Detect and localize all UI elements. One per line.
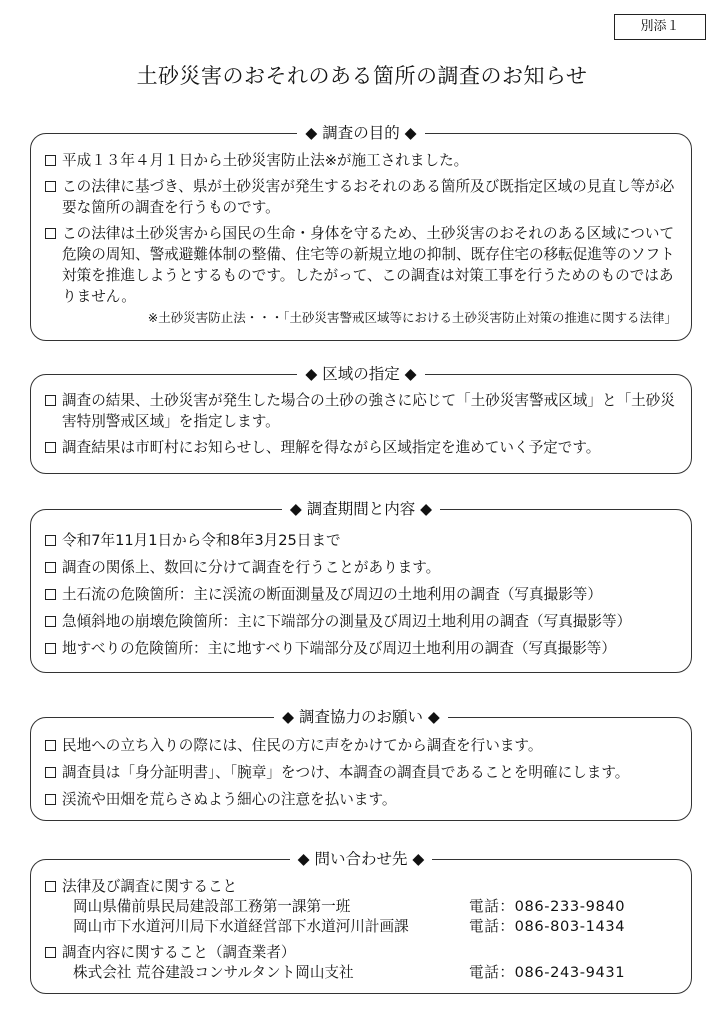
- list-item: 調査の関係上、数回に分けて調査を行うことがあります。: [45, 557, 679, 578]
- contact-org: 岡山県備前県民局建設部工務第一課第一班: [73, 898, 351, 915]
- attachment-label: 別添１: [614, 14, 706, 40]
- list-item: 地すべりの危険箇所：主に地すべり下端部分及び周辺土地利用の調査（写真撮影等）: [45, 638, 679, 659]
- checkbox-icon: [45, 562, 56, 573]
- contact-phone: 電話：086-803-1434: [469, 918, 626, 935]
- designation-section: [30, 365, 692, 474]
- cooperation-heading: ◆ 調査協力のお願い ◆: [31, 707, 691, 727]
- checkbox-icon: [45, 794, 56, 805]
- checkbox-icon: [45, 616, 56, 627]
- list-item: 民地への立ち入りの際には、住民の方に声をかけてから調査を行います。: [45, 735, 679, 756]
- contact-row: [45, 897, 679, 917]
- purpose-heading: ◆ 調査の目的 ◆: [31, 123, 691, 143]
- period-heading: ◆ 調査期間と内容 ◆: [31, 499, 691, 519]
- checkbox-icon: [45, 740, 56, 751]
- list-item: この法律に基づき、県が土砂災害が発生するおそれのある箇所及び既指定区域の見直し等が必要な箇所の調査を行うものです。: [45, 176, 679, 218]
- contact-row: [45, 917, 679, 937]
- checkbox-icon: [45, 881, 56, 892]
- list-item: 平成１３年４月１日から土砂災害防止法※が施工されました。: [45, 150, 679, 171]
- period-section: [30, 500, 692, 673]
- checkbox-icon: [45, 442, 56, 453]
- checkbox-icon: [45, 535, 56, 546]
- checkbox-icon: [45, 767, 56, 778]
- checkbox-icon: [45, 228, 56, 239]
- contact-org: 株式会社 荒谷建設コンサルタント岡山支社: [73, 964, 354, 981]
- checkbox-icon: [45, 181, 56, 192]
- checkbox-icon: [45, 589, 56, 600]
- cooperation-section: [30, 708, 692, 821]
- contact-phone: 電話：086-233-9840: [469, 898, 626, 915]
- list-item: 急傾斜地の崩壊危険箇所：主に下端部分の測量及び周辺土地利用の調査（写真撮影等）: [45, 611, 679, 632]
- list-item: 調査員は「身分証明書」、「腕章」をつけ、本調査の調査員であることを明確にします。: [45, 762, 679, 783]
- list-item: 渓流や田畑を荒らさぬよう細心の注意を払います。: [45, 789, 679, 810]
- checkbox-icon: [45, 395, 56, 406]
- page-title: 土砂災害のおそれのある箇所の調査のお知らせ: [136, 64, 588, 88]
- list-item: 土石流の危険箇所：主に渓流の断面測量及び周辺の土地利用の調査（写真撮影等）: [45, 584, 679, 605]
- list-item: この法律は土砂災害から国民の生命・身体を守るため、土砂災害のおそれのある区域について危険の周知、警戒避難体制の整備、住宅等の新規立地の抑制、既存住宅の移転促進等のソフト対策を推進しようとするものです。したがって、この調査は対策工事を行うためのものではありません。: [45, 223, 679, 307]
- checkbox-icon: [45, 155, 56, 166]
- contact-row: [45, 963, 679, 983]
- checkbox-icon: [45, 643, 56, 654]
- designation-heading: ◆ 区域の指定 ◆: [31, 364, 691, 384]
- law-footnote: ※土砂災害防止法・・・「土砂災害警戒区域等における土砂災害防止対策の推進に関する法律」: [147, 310, 677, 325]
- contact-heading: ◆ 問い合わせ先 ◆: [31, 849, 691, 869]
- contact-org: 岡山市下水道河川局下水道経営部下水道河川計画課: [73, 918, 409, 935]
- contact-group-label: 調査内容に関すること（調査業者）: [45, 942, 679, 963]
- contact-phone: 電話：086-243-9431: [469, 964, 626, 981]
- list-item: 調査の結果、土砂災害が発生した場合の土砂の強さに応じて「土砂災害警戒区域」と「土砂災害特別警戒区域」を指定します。: [45, 390, 679, 432]
- contact-group-label: 法律及び調査に関すること: [45, 876, 679, 897]
- contact-section: [30, 850, 692, 994]
- list-item: 令和7年11月1日から令和8年3月25日まで: [45, 530, 679, 551]
- checkbox-icon: [45, 947, 56, 958]
- list-item: 調査結果は市町村にお知らせし、理解を得ながら区域指定を進めていく予定です。: [45, 437, 679, 458]
- purpose-section: [30, 124, 692, 341]
